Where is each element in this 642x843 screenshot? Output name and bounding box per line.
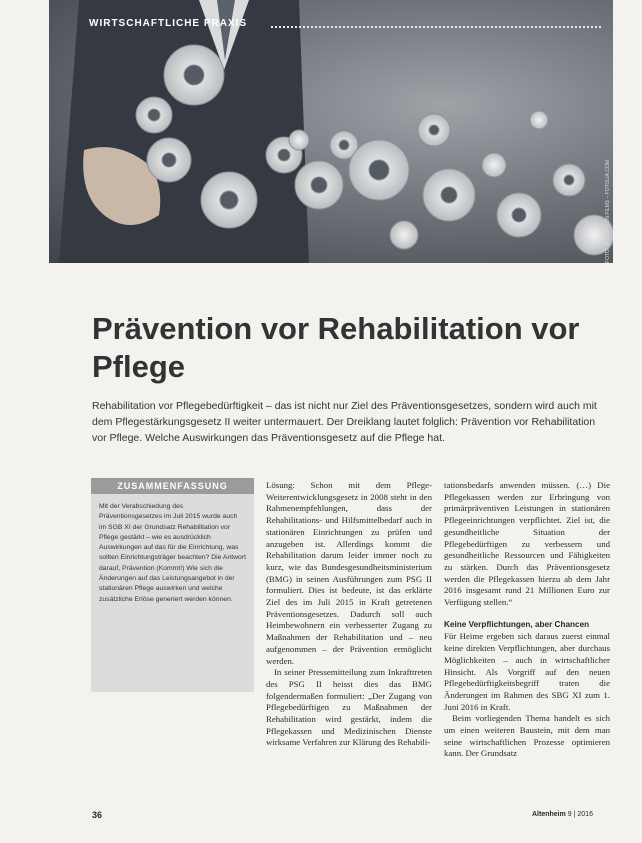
- photo-credit: FOTO: MOTORTION FILMS – FOTOLIA.COM: [605, 160, 611, 263]
- body-paragraph: In seiner Pressemitteilung zum Inkrafttreten des PSG II heisst dies das BMG folgendermaßen formuliert: „Der Zugang von Pflegebedürftigen zu Maßnahmen der Rehabilitation wird gestärkt, indem die Pflegekassen und Medizinischen Dienste wirksame Verfahren zur Klärung des Rehabili-: [266, 667, 432, 748]
- body-paragraph: Lösung: Schon mit dem Pflege-Weiterentwicklungsgesetz in 2008 steht in den Rahmenempfehlungen, dass der Rehabilitations- und Hilfsmittelbedarf auch in stationären Einrichtungen zu prüfen und anzugeben ist. Allerdings kommt die Rehabilitation darum leider immer noch zu kurz, wie das Bundesgesundheitsministerium (BMG) in seinen Ausführungen zum PSG II formuliert. Dies ist bedeute, ist das erklärte Ziel des im Juli 2015 in Kraft getretenen Präventionsgesetzes. Dadurch soll auch Heimbewohnern ein verbesserter Zugang zu Maßnahmen der Rehabilitation und – neu aufgenommen – der Prävention ermöglicht werden.: [266, 480, 432, 666]
- article-lede: Rehabilitation vor Pflegebedürftigkeit – das ist nicht nur Ziel des Präventionsgesetzes, sondern wird auch mit dem Pflegestärkungsgesetz II weiter untermauert. Der Dreiklang lautet folglich: Prävention vor Rehabilitation vor Pflege. Welche Auswirkungen das Präventionsgesetz auf die Pflege hat.: [92, 400, 597, 444]
- body-paragraph: tationsbedarfs anwenden müssen. (…) Die Pflegekassen werden zur Erbringung von primärpräventiven Leistungen in stationären Pflegeeinrichtungen verpflichtet. Ziel ist, die gesundheitliche Situation der Pflegebedürftigen zu verbessern und gesundheitliche Ressourcen und Fähigkeiten zu stärken. Durch das Präventionsgesetz werden die Pflegekassen hierzu ab dem Jahr 2016 insgesamt rund 21 Millionen Euro zur Verfügung stellen.“: [444, 480, 610, 608]
- section-divider: [271, 26, 601, 28]
- magazine-name: Altenheim: [532, 811, 566, 818]
- section-tag: WIRTSCHAFTLICHE PRAXIS: [89, 18, 248, 29]
- page-number: 36: [92, 810, 103, 820]
- summary-box-title: ZUSAMMENFASSUNG: [91, 478, 254, 494]
- subheading: Keine Verpflichtungen, aber Chancen: [444, 619, 590, 629]
- body-paragraph: Beim vorliegenden Thema handelt es sich um einen weiteren Baustein, mit dem man seine wirtschaftlichen Prozesse optimieren kann. Der Grundsatz: [444, 713, 610, 759]
- hero-image: [49, 0, 613, 263]
- article-title: Prävention vor Rehabilitation vor Pflege: [92, 311, 580, 384]
- body-column-2: [266, 480, 432, 749]
- body-paragraph: Für Heime ergeben sich daraus zuerst einmal keine direkten Verpflichtungen, aber durchaus Möglichkeiten – auch in wirtschaftlicher Hinsicht. Als Vorgriff auf den neuen Pflegebedürftigkeitsbegriff traten die Änderungen im Rahmen des SBG XI zum 1. Juni 2016 in Kraft.: [444, 631, 610, 712]
- body-column-3: [444, 480, 610, 760]
- gears-illustration: [49, 0, 613, 263]
- summary-box-text: Mit der Verabschiedung des Präventionsgesetzes im Juli 2015 wurde auch im SGB XI der Grundsatz Rehabilitation vor Pflege gestärkt – wie es ausdrücklich Auswirkungen auf das für die Einrichtung, was sollten Einrichtungsträger beachten? Die Antwort darauf, Prävention (Kommt!) Wie sich die Änderungen auf das Leistungsangebot in der stationären Pflege auswirken und welche zusätzliche Erlöse generiert werden können.: [99, 503, 246, 603]
- magazine-footer: [532, 811, 593, 818]
- issue-number: 9 | 2016: [567, 811, 593, 818]
- summary-box: [91, 478, 254, 692]
